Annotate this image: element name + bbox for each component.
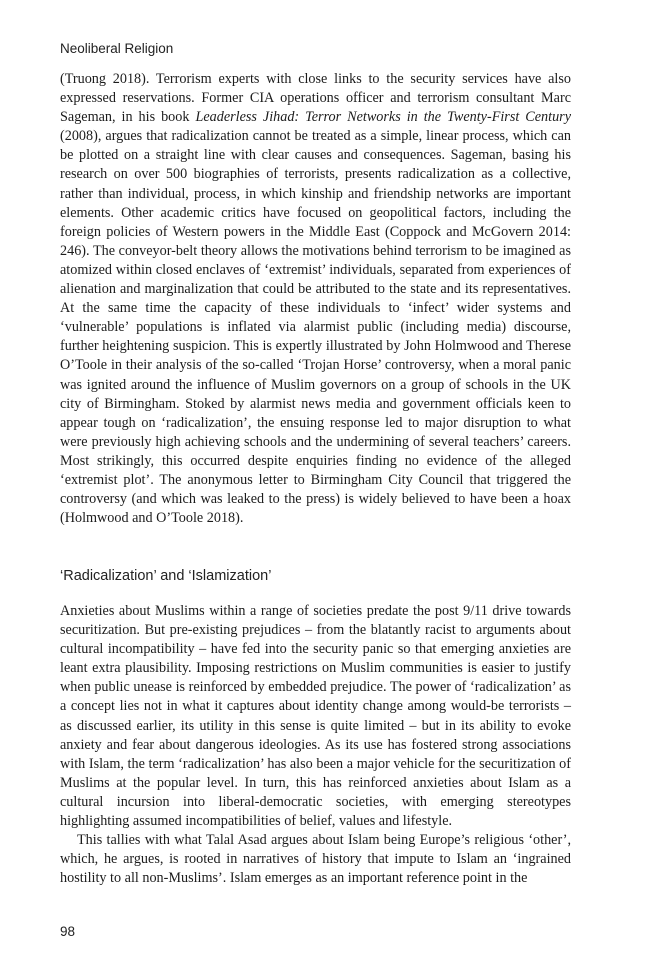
page-number: 98: [60, 924, 76, 939]
section-heading: ‘Radicalization’ and ‘Islamization’: [60, 568, 272, 584]
book-title: Leaderless Jihad: Terror Networks in the Twenty-First Century: [195, 109, 571, 126]
paragraph-1: [60, 70, 571, 528]
paragraph-2: Anxieties about Muslims within a range of societies predate the post 9/11 drive towards securitization. But pre-existing prejudices – from the blatantly racist to arguments about cultural incompatibility – have fed into the security panic so that emerging anxieties are leant extra plausibility. Imposing restrictions on Muslim communities is easier to justify when public unease is reinforced by embedded prejudice. The power of ‘radicalization’ as a concept lies not in what it captures about identity change among would-be terrorists – as discussed earlier, its utility in this sense is quite limited – but in its ability to evoke anxiety and fear about dangerous ideologies. As its use has fostered strong associations with Islam, the term ‘radicalization’ has also been a major vehicle for the securitization of Muslims at the popular level. In turn, this has reinforced anxieties about Islam as a cultural incursion into liberal-democratic societies, with emerging stereotypes highlighting assumed incompatibilities of belief, values and lifestyle.: [60, 603, 571, 830]
running-head: Neoliberal Religion: [60, 41, 174, 56]
paragraph-3: This tallies with what Talal Asad argues about Islam being Europe’s religious ‘other’, which, he argues, is rooted in narratives of history that impute to Islam an ‘ingrained hostility to all non-Muslims’. Islam emerges as an important reference point in the: [60, 832, 571, 887]
paragraph-1-text-a: (Truong 2018). Terrorism experts with close links to the security services have also expressed reservations. Former CIA operations officer and terrorism consultant Marc Sageman, in his book: [60, 71, 571, 126]
body-text-top: [60, 70, 571, 528]
paragraph-1-text-b: (2008), argues that radicalization cannot be treated as a simple, linear process, which can be plotted on a straight line with clear causes and consequences. Sageman, basing his research on over 500 biographies of terrorists, presents radicalization as a collective, rather than individual, process, in which kinship and friendship networks are important elements. Other academic critics have focused on geopolitical factors, including the foreign policies of Western powers in the Middle East (Coppock and McGovern 2014: 246). The conveyor-belt theory allows the motivations behind terrorism to be imagined as atomized within closed enclaves of ‘extremist’ individuals, separated from experiences of alienation and marginalization that could be attributed to the state and its representatives. At the same time the capacity of these individuals to ‘infect’ wider systems and ‘vulnerable’ populations is inflated via alarmist public (including media) discourse, further heightening suspicion. This is expertly illustrated by John Holmwood and Therese O’Toole in their analysis of the so-called ‘Trojan Horse’ controversy, when a moral panic was ignited around the influence of Muslim governors on a group of schools in the UK city of Birmingham. Stoked by alarmist news media and government officials keen to appear tough on ‘radicalization’, the ensuing response led to major disruption to what were previously high achieving schools and the undermining of several teachers’ careers. Most strikingly, this occurred despite enquiries finding no evidence of the alleged ‘extremist plot’. The anonymous letter to Birmingham City Council that triggered the controversy (and which was leaked to the press) is widely believed to have been a hoax (Holmwood and O’Toole 2018).: [60, 128, 571, 527]
body-text-section: [60, 602, 571, 888]
